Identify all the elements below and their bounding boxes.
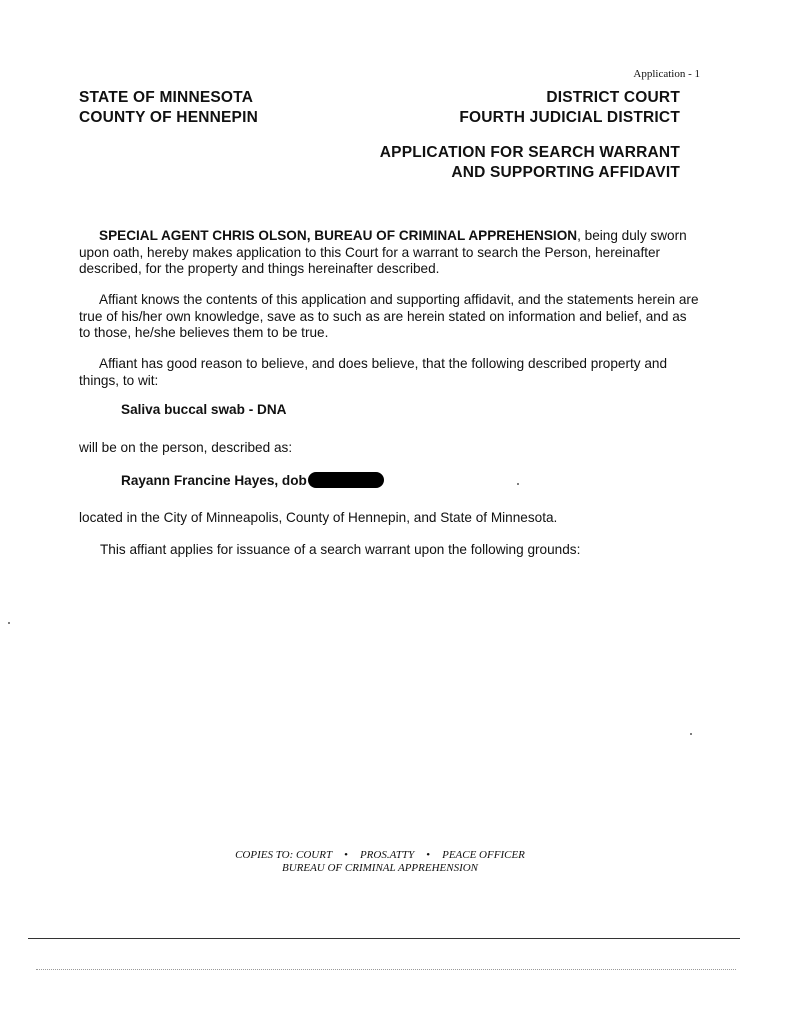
paragraph-affiant-knowledge: Affiant knows the contents of this application and supporting affidavit, and the statements herein are true of his/her own knowledge, save as to such as are herein stated on information and belief, and as to those, he/she believes them to be true.	[79, 292, 699, 340]
bullet-1: •	[344, 849, 348, 861]
redaction-mark	[308, 472, 384, 488]
applicant-name: SPECIAL AGENT CHRIS OLSON, BUREAU OF CRIMINAL APPREHENSION	[99, 228, 578, 243]
copies-footer	[180, 849, 580, 875]
property-description: Saliva buccal swab - DNA	[121, 402, 287, 417]
location-line: located in the City of Minneapolis, County of Hennepin, and State of Minnesota.	[79, 510, 558, 525]
person-name: Rayann Francine Hayes, dob	[121, 473, 307, 488]
title-line-1: APPLICATION FOR SEARCH WARRANT	[379, 144, 680, 161]
paragraph-applicant	[79, 228, 699, 278]
copies-court: COPIES TO: COURT	[235, 849, 333, 861]
title-line-2: AND SUPPORTING AFFIDAVIT	[451, 164, 680, 181]
state-label: STATE OF MINNESOTA	[79, 89, 254, 106]
bottom-rule	[28, 938, 740, 939]
district-label: FOURTH JUDICIAL DISTRICT	[459, 109, 680, 126]
scan-artifact-line	[36, 969, 736, 970]
document-title	[300, 143, 680, 183]
county-label: COUNTY OF HENNEPIN	[79, 109, 258, 126]
applicant-statement: , being duly sworn upon oath, hereby makes application to this Court for a warrant to search the Person, hereinafter described, for the property and things hereinafter described.	[79, 228, 687, 276]
venue-right	[380, 88, 680, 128]
grounds-line: This affiant applies for issuance of a search warrant upon the following grounds:	[100, 542, 581, 557]
scan-speck	[690, 733, 692, 735]
person-line	[121, 472, 384, 488]
bullet-2: •	[426, 849, 431, 861]
will-be-line: will be on the person, described as:	[79, 440, 293, 455]
paragraph-belief: Affiant has good reason to believe, and does believe, that the following described property and things, to wit:	[79, 356, 668, 388]
court-label: DISTRICT COURT	[546, 89, 680, 106]
scan-speck	[517, 483, 519, 485]
copies-pros-atty: PROS.ATTY	[359, 849, 415, 861]
page-number: Application - 1	[633, 68, 700, 80]
venue-left	[79, 88, 258, 128]
copies-peace-officer: PEACE OFFICER	[442, 849, 525, 861]
scan-speck	[8, 622, 10, 624]
copies-bureau: BUREAU OF CRIMINAL APPREHENSION	[281, 862, 479, 874]
copies-line-1	[180, 849, 580, 862]
